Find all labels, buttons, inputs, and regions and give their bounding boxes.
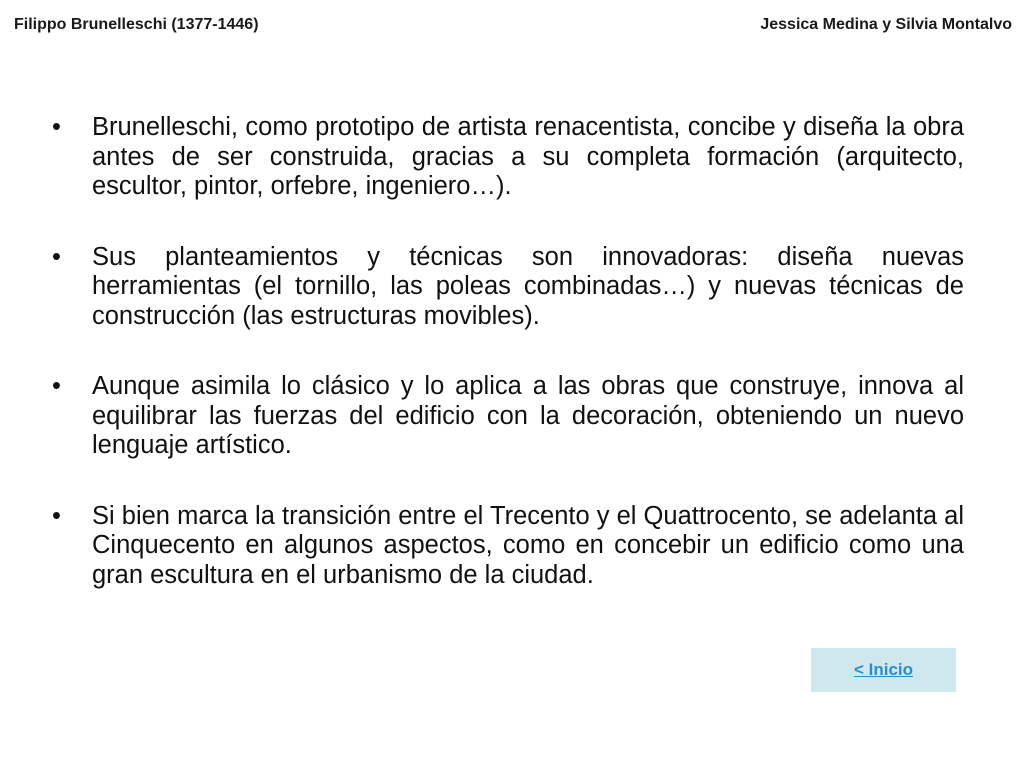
authors: Jessica Medina y Silvia Montalvo — [760, 16, 1012, 33]
slide-title: Filippo Brunelleschi (1377-1446) — [14, 16, 259, 33]
bullet-text: Aunque asimila lo clásico y lo aplica a las obras que construye, innova al equilibrar las fuerzas del edificio con la decoración, obteniendo un nuevo lenguaje artístico. — [92, 372, 964, 459]
bullet-marker: • — [52, 501, 61, 530]
bullet-marker: • — [52, 113, 61, 141]
bullet-item — [52, 502, 964, 591]
bullet-list — [52, 113, 964, 631]
bullet-text: Brunelleschi, como prototipo de artista renacentista, concibe y diseña la obra antes de ser construida, gracias a su completa formación (arquitecto, escultor, pintor, orfebre, ingeniero…). — [92, 113, 964, 200]
bullet-item — [52, 243, 964, 332]
bullet-text: Si bien marca la transición entre el Trecento y el Quattrocento, se adelanta al Cinquecento en algunos aspectos, como en concebir un edificio como una gran escultura en el urbanismo de la ciudad. — [92, 501, 964, 589]
home-nav-box[interactable] — [811, 648, 956, 692]
bullet-text: Sus planteamientos y técnicas son innovadoras: diseña nuevas herramientas (el tornillo, las poleas combinadas…) y nuevas técnicas de construcción (las estructuras movibles). — [92, 242, 964, 330]
home-link[interactable]: < Inicio — [853, 660, 914, 679]
bullet-item — [52, 113, 964, 202]
bullet-item — [52, 372, 964, 461]
bullet-marker: • — [52, 242, 61, 271]
bullet-marker: • — [52, 372, 61, 400]
